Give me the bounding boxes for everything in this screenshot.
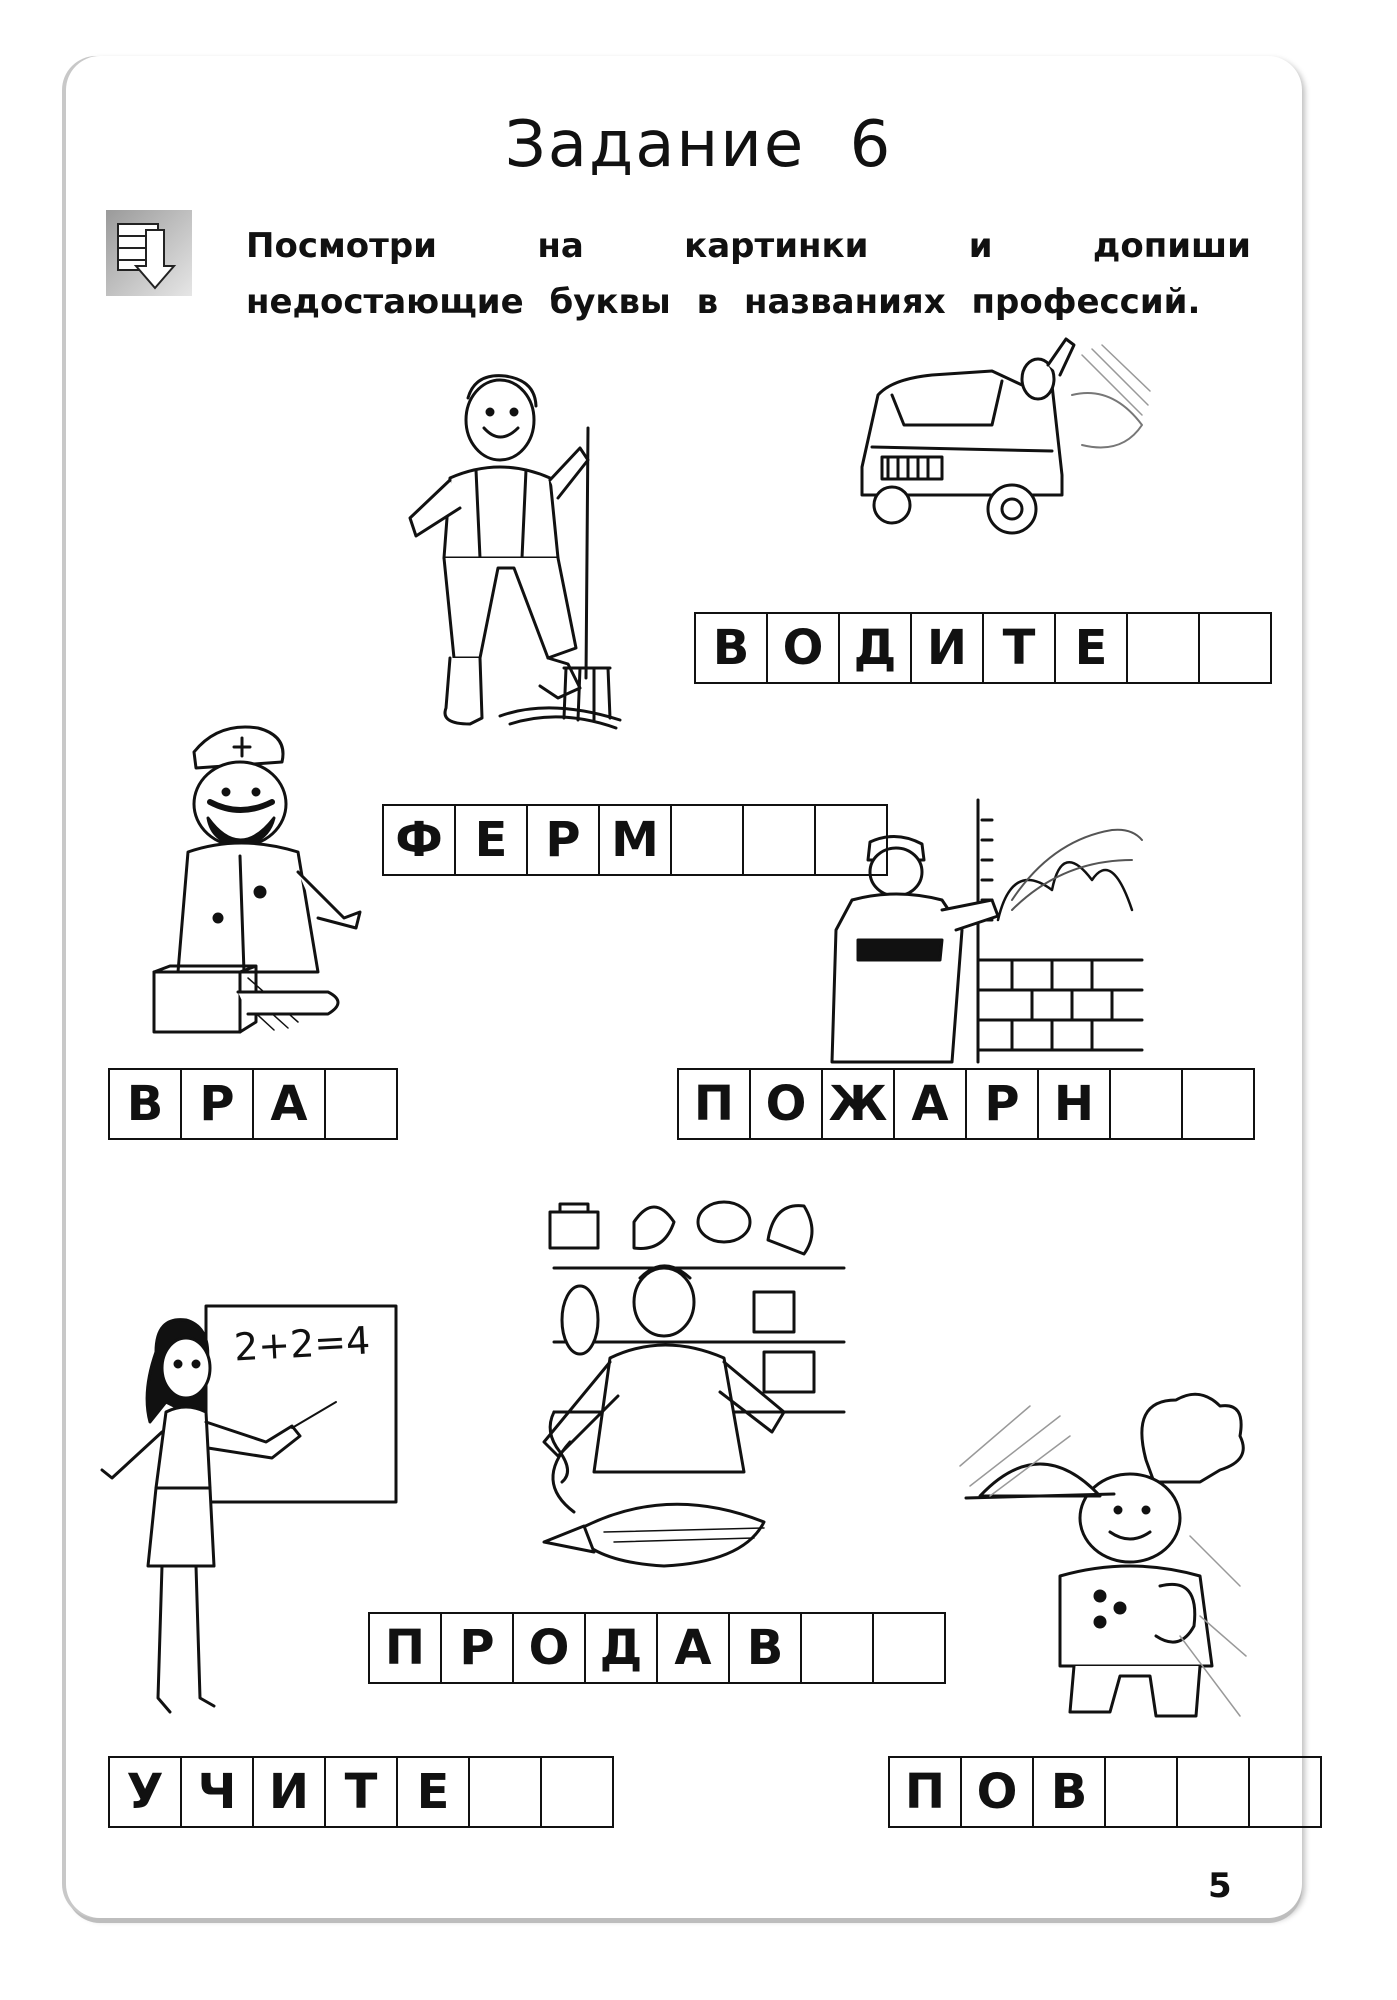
letter-cell: Е: [456, 806, 528, 876]
empty-letter-cell[interactable]: [1200, 614, 1272, 684]
word-cook: [888, 1756, 1322, 1828]
empty-letter-cell[interactable]: [470, 1758, 542, 1828]
empty-letter-cell[interactable]: [672, 806, 744, 876]
letter-cell: Ж: [823, 1070, 895, 1140]
write-task-icon: [106, 210, 192, 296]
driver-illustration: [852, 335, 1152, 565]
letter-cell: О: [751, 1070, 823, 1140]
letter-cell: О: [768, 614, 840, 684]
word-seller: [368, 1612, 946, 1684]
empty-letter-cell[interactable]: [744, 806, 816, 876]
letter-cell: Д: [840, 614, 912, 684]
task-instruction: Посмотри на картинки и допиши недостающие буквы в названиях профессий.: [246, 226, 1251, 322]
letter-cell: В: [696, 614, 768, 684]
letter-cell: А: [895, 1070, 967, 1140]
letter-cell: А: [254, 1070, 326, 1140]
letter-cell: В: [110, 1070, 182, 1140]
letter-cell: Р: [182, 1070, 254, 1140]
word-farmer: [382, 804, 888, 876]
word-doctor: [108, 1068, 398, 1140]
farmer-illustration: [380, 368, 640, 748]
empty-letter-cell[interactable]: [1250, 1758, 1322, 1828]
page-number: 5: [1208, 1866, 1232, 1906]
letter-cell: И: [912, 614, 984, 684]
letter-cell: Е: [1056, 614, 1128, 684]
letter-cell: В: [1034, 1758, 1106, 1828]
letter-cell: И: [254, 1758, 326, 1828]
letter-cell: О: [514, 1614, 586, 1684]
empty-letter-cell[interactable]: [816, 806, 888, 876]
empty-letter-cell[interactable]: [1183, 1070, 1255, 1140]
empty-letter-cell[interactable]: [326, 1070, 398, 1140]
doctor-illustration: [148, 722, 388, 1042]
empty-letter-cell[interactable]: [1128, 614, 1200, 684]
word-driver: [694, 612, 1272, 684]
word-teacher: [108, 1756, 614, 1828]
letter-cell: О: [962, 1758, 1034, 1828]
letter-cell: Р: [442, 1614, 514, 1684]
letter-cell: П: [890, 1758, 962, 1828]
letter-cell: М: [600, 806, 672, 876]
letter-cell: Н: [1039, 1070, 1111, 1140]
letter-cell: У: [110, 1758, 182, 1828]
letter-cell: Е: [398, 1758, 470, 1828]
empty-letter-cell[interactable]: [802, 1614, 874, 1684]
letter-cell: П: [370, 1614, 442, 1684]
letter-cell: Р: [967, 1070, 1039, 1140]
empty-letter-cell[interactable]: [1106, 1758, 1178, 1828]
chalkboard-text: 2+2=4: [232, 1318, 372, 1370]
empty-letter-cell[interactable]: [1111, 1070, 1183, 1140]
empty-letter-cell[interactable]: [1178, 1758, 1250, 1828]
letter-cell: Т: [984, 614, 1056, 684]
letter-cell: А: [658, 1614, 730, 1684]
letter-cell: Ч: [182, 1758, 254, 1828]
seller-illustration: [514, 1182, 844, 1602]
letter-cell: Ф: [384, 806, 456, 876]
letter-cell: В: [730, 1614, 802, 1684]
letter-cell: Д: [586, 1614, 658, 1684]
empty-letter-cell[interactable]: [542, 1758, 614, 1828]
letter-cell: Р: [528, 806, 600, 876]
letter-cell: Т: [326, 1758, 398, 1828]
empty-letter-cell[interactable]: [874, 1614, 946, 1684]
word-firefighter: [677, 1068, 1255, 1140]
letter-cell: П: [679, 1070, 751, 1140]
cook-illustration: [950, 1386, 1250, 1726]
page-title: Задание 6: [504, 108, 893, 182]
teacher-illustration: [96, 1302, 400, 1722]
